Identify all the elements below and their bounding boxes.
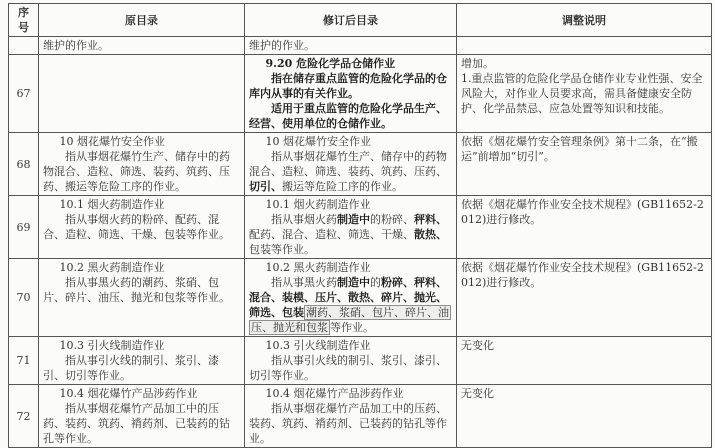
table-row: [9, 259, 712, 337]
paragraph: [461, 197, 707, 227]
paragraph: [461, 338, 707, 353]
added-text-bold: 粉碎、秤料、混合、装模、压片、散热、碎片、抛光、筛选、包装: [249, 276, 447, 319]
text-run: 搬运等危险工序的作业。: [282, 180, 403, 193]
paragraph: [43, 353, 240, 383]
added-text-bold: 制造中: [337, 213, 370, 226]
text-run: 依据《烟花爆竹作业安全技术规程》(GB11652-2012)进行修改。: [461, 198, 704, 226]
cell-original-catalog: [39, 133, 245, 196]
cell-original-catalog: [39, 259, 245, 337]
cell-adjustment-note: [457, 196, 712, 259]
added-text-bold: 指在储存重点监管的危险化学品的仓库内从事的有关作业。: [249, 72, 447, 100]
row-number-cell: 67: [9, 55, 39, 133]
cell-adjustment-note: [457, 37, 712, 55]
paragraph: [43, 275, 240, 305]
column-header-index: 序号: [9, 4, 39, 37]
text-run: 依据《烟花爆竹作业安全技术规程》(GB11652-2012)进行修改。: [461, 261, 704, 289]
table-row: [9, 337, 712, 385]
text-run: 10.3 引火线制造作业: [59, 339, 165, 352]
text-run: 的: [370, 276, 381, 289]
text-run: 指从事烟火药: [271, 213, 337, 226]
paragraph: [249, 149, 452, 194]
paragraph: [461, 134, 707, 164]
text-run: 10.2 黑火药制造作业: [265, 261, 371, 274]
cell-revised-catalog: [245, 37, 457, 55]
text-run: 指从事烟火药的粉碎、配药、混合、造粒、筛选、干燥、包装等作业。: [43, 213, 230, 241]
cell-original-catalog: [39, 196, 245, 259]
table-row: [9, 55, 712, 133]
table-row: [9, 37, 712, 55]
text-run: 10 烟花爆竹安全作业: [265, 135, 371, 148]
cell-revised-catalog: [245, 196, 457, 259]
text-run: 指从事烟花爆竹产品加工中的压药、装药、筑药、褙药剂、已装药的钻孔等作业。: [249, 402, 447, 445]
cell-adjustment-note: [457, 55, 712, 133]
table-header-row: [9, 4, 712, 37]
text-run: 10.1 烟火药制造作业: [265, 198, 371, 211]
text-run: 无变化: [461, 339, 494, 352]
table-row: [9, 385, 712, 448]
cell-adjustment-note: [457, 133, 712, 196]
paragraph: [249, 197, 452, 212]
row-number-cell: 72: [9, 385, 39, 448]
paragraph: [249, 338, 452, 353]
cell-original-catalog: [39, 55, 245, 133]
paragraph: [43, 401, 240, 446]
catalog-table-body: [9, 37, 712, 448]
added-text-bold: 秤料、: [414, 213, 447, 226]
paragraph: [43, 149, 240, 194]
cell-revised-catalog: [245, 337, 457, 385]
paragraph: [43, 338, 240, 353]
row-number-cell: 68: [9, 133, 39, 196]
paragraph: [249, 275, 452, 335]
added-text-bold: 制造中: [337, 276, 370, 289]
added-text-bold: 散热、: [414, 228, 447, 241]
text-run: 维护的作业。: [249, 39, 315, 52]
row-number-cell: [9, 37, 39, 55]
paragraph: [461, 260, 707, 290]
cell-revised-catalog: [245, 259, 457, 337]
paragraph: [249, 38, 452, 53]
text-run: 10.2 黑火药制造作业: [59, 261, 165, 274]
cell-original-catalog: [39, 385, 245, 448]
table-row: [9, 196, 712, 259]
paragraph: [249, 56, 452, 71]
paragraph: [249, 353, 452, 383]
cell-revised-catalog: [245, 55, 457, 133]
text-run: 包装等作业。: [249, 243, 315, 256]
text-run: 10 烟花爆竹安全作业: [59, 135, 165, 148]
paragraph: [461, 386, 707, 401]
text-run: 10.4 烟花爆竹产品涉药作业: [59, 387, 198, 400]
text-run: 指从事引火线的制引、浆引、漆引、切引等作业。: [43, 354, 219, 382]
text-run: 指从事黑火药: [271, 276, 337, 289]
text-run: 10.3 引火线制造作业: [265, 339, 371, 352]
cell-original-catalog: [39, 337, 245, 385]
text-run: 1.重点监管的危险化学品仓储作业专业性强、安全风险大，对作业人员要求高，需具备健康安全防护、化学品禁忌、应急处置等知识和技能。: [461, 72, 703, 115]
paragraph: [461, 71, 707, 116]
text-run: 等作业。: [330, 321, 374, 334]
paragraph: [249, 71, 452, 101]
row-number-cell: 71: [9, 337, 39, 385]
added-text-bold: 适用于重点监管的危险化学品生产、经营、使用单位的仓储作业。: [249, 102, 447, 130]
row-number-cell: 70: [9, 259, 39, 337]
paragraph: [249, 260, 452, 275]
paragraph: [43, 197, 240, 212]
text-run: 无变化: [461, 387, 494, 400]
cell-revised-catalog: [245, 133, 457, 196]
paragraph: [43, 38, 240, 53]
cell-original-catalog: [39, 37, 245, 55]
paragraph: [249, 401, 452, 446]
column-header-note: 调整说明: [457, 4, 712, 37]
paragraph: [461, 56, 707, 71]
paragraph: [249, 386, 452, 401]
cell-adjustment-note: [457, 385, 712, 448]
paragraph: [43, 260, 240, 275]
cell-adjustment-note: [457, 337, 712, 385]
text-run: 10.4 烟花爆竹产品涉药作业: [265, 387, 404, 400]
text-run: 指从事引火线的制引、浆引、漆引、切引等作业。: [249, 354, 447, 382]
paragraph: [43, 134, 240, 149]
text-run: 依据《烟花爆竹安全管理条例》第十二条，在“搬运”前增加“切引”。: [461, 135, 698, 163]
added-text-bold: 9.20 危险化学品仓储作业: [265, 57, 396, 70]
deleted-text-boxed: 潮药、浆硝、包片、碎片、油压、抛光和包浆: [251, 306, 449, 334]
text-run: 指从事烟花爆竹产品加工中的压药、装药、筑药、褙药剂、已装药的钻孔等作业。: [43, 402, 230, 445]
cell-adjustment-note: [457, 259, 712, 337]
text-run: 的粉碎、: [370, 213, 414, 226]
text-run: 配药、混合、造粒、筛选、干燥、: [249, 228, 414, 241]
paragraph: [43, 386, 240, 401]
text-run: 维护的作业。: [43, 39, 109, 52]
text-run: 指从事烟花爆竹生产、储存中的药物混合、造粒、筛选、装药、筑药、压药、: [249, 150, 447, 178]
paragraph: [249, 101, 452, 131]
text-run: 增加。: [461, 57, 494, 70]
paragraph: [249, 134, 452, 149]
column-header-original: 原目录: [39, 4, 245, 37]
cell-revised-catalog: [245, 385, 457, 448]
row-number-cell: 69: [9, 196, 39, 259]
added-text-bold: 切引、: [249, 180, 282, 193]
table-row: [9, 133, 712, 196]
text-run: 指从事黑火药的潮药、浆硝、包片、碎片、油压、抛光和包浆等作业。: [43, 276, 230, 304]
catalog-table: [8, 3, 712, 448]
column-header-revised: 修订后目录: [245, 4, 457, 37]
text-run: 指从事烟花爆竹生产、储存中的药物混合、造粒、筛选、装药、筑药、压药、搬运等危险工序的作业。: [43, 150, 230, 193]
paragraph: [249, 212, 452, 257]
text-run: 10.1 烟火药制造作业: [59, 198, 165, 211]
paragraph: [43, 212, 240, 242]
